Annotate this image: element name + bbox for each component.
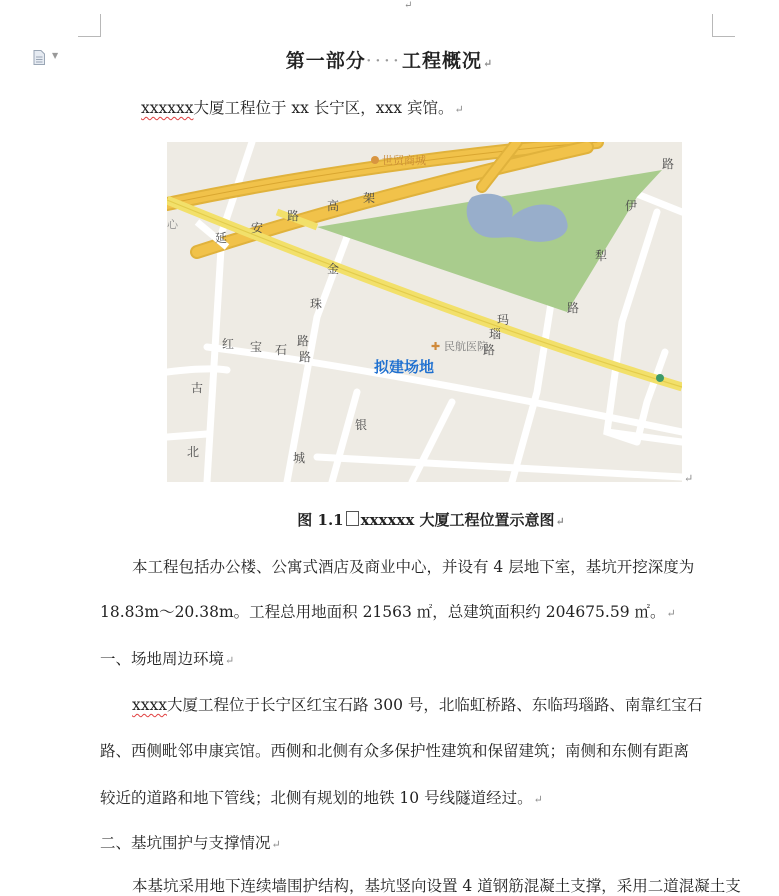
chevron-down-icon[interactable]: ▼ — [52, 51, 59, 60]
map-label-center: 心 — [167, 218, 178, 231]
map-label-li: 犁 — [595, 249, 608, 263]
map-label-lu5: 路 — [483, 343, 496, 357]
page-title — [0, 46, 779, 73]
map-label-lu3: 路 — [299, 350, 312, 364]
map-label-zhu: 珠 — [310, 297, 323, 311]
hospital-icon: ✚ — [431, 340, 441, 353]
paragraph-mark: ↵ — [225, 654, 235, 667]
body-line: 路、西侧毗邻申康宾馆。西侧和北侧有众多保护性建筑和保留建筑；南侧和东侧有距离 — [100, 742, 690, 760]
paragraph-mark: ↵ — [271, 838, 281, 851]
map-label-cheng: 城 — [293, 451, 306, 465]
map-label-hong: 红 — [222, 337, 235, 351]
caption-number: 图 1.1 — [297, 511, 344, 529]
map-label-gao: 高 — [327, 199, 340, 213]
map-label-yan: 延 — [215, 231, 228, 245]
title-part-1: 第一部分 — [285, 50, 366, 72]
body-line — [100, 600, 676, 622]
map-label-ma: 玛 — [497, 313, 510, 327]
paragraph-mark: ↵ — [666, 607, 676, 620]
paragraph-mark: ↵ — [684, 472, 694, 485]
map-label-lu1: 路 — [287, 209, 300, 223]
map-label-shi: 石 — [275, 343, 288, 357]
paragraph-mark: ↵ — [454, 103, 464, 116]
mall-icon — [371, 156, 379, 164]
body-line — [132, 693, 702, 715]
map-label-gu: 古 — [191, 381, 204, 395]
map-label-lu4: 路 — [567, 301, 580, 315]
intro-placeholder: xxxxxx — [141, 99, 194, 117]
title-part-2: 工程概况 — [401, 50, 482, 72]
map-label-bao: 宝 — [250, 340, 263, 354]
section-heading — [100, 831, 281, 853]
body-line — [100, 786, 543, 808]
title-dots: ···· — [365, 50, 402, 72]
intro-paragraph — [141, 96, 464, 118]
section-heading — [100, 647, 234, 669]
heading-text: 一、场地周边环境 — [100, 650, 225, 668]
map-label-jin: 金 — [327, 262, 340, 276]
paragraph-mark: ↵ — [533, 793, 543, 806]
body-text: 大厦工程位于长宁区红宝石路 300 号，北临虹桥路、东临玛瑙路、南靠红宝石 — [166, 696, 703, 714]
map-label-site: 拟建场地 — [374, 358, 435, 376]
intro-text: 大厦工程位于 xx 长宁区，xxx 宾馆。 — [193, 99, 454, 117]
location-map — [167, 142, 682, 482]
map-label-nao: 瑙 — [489, 327, 502, 341]
page-corner-top-left — [78, 14, 101, 37]
caption-text: xxxxxx 大厦工程位置示意图 — [360, 511, 555, 529]
paragraph-mark: ↵ — [404, 0, 413, 11]
heading-text: 二、基坑围护与支撑情况 — [100, 834, 271, 852]
paragraph-mark: ↵ — [555, 515, 565, 528]
map-label-hospital: 民航医院 — [444, 340, 488, 353]
body-text: 18.83m～20.38m。工程总用地面积 21563 ㎡，总建筑面积约 204675.59 ㎡。 — [100, 603, 666, 621]
body-line: 本工程包括办公楼、公寓式酒店及商业中心，并设有 4 层地下室，基坑开挖深度为 — [132, 558, 695, 576]
map-label-an: 安 — [251, 221, 264, 235]
map-label-jia: 架 — [363, 191, 376, 205]
page-corner-top-right — [712, 14, 735, 37]
map-label-mall: 世贸商城 — [382, 154, 426, 167]
body-text: 较近的道路和地下管线；北侧有规划的地铁 10 号线隧道经过。 — [100, 789, 533, 807]
map-label-lu6: 路 — [662, 157, 675, 171]
poi-icon — [656, 374, 664, 382]
paragraph-mark: ↵ — [482, 57, 494, 70]
map-label-yi: 伊 — [625, 199, 638, 213]
missing-glyph-box — [346, 511, 359, 526]
map-label-lu2: 路 — [297, 334, 310, 348]
map-label-yin: 银 — [355, 418, 368, 432]
body-line: 本基坑采用地下连续墙围护结构，基坑竖向设置 4 道钢筋混凝土支撑，采用二道混凝土支 — [132, 877, 741, 895]
placeholder-text: xxxx — [132, 696, 167, 714]
map-label-bei: 北 — [187, 445, 200, 459]
figure-caption — [0, 509, 779, 530]
